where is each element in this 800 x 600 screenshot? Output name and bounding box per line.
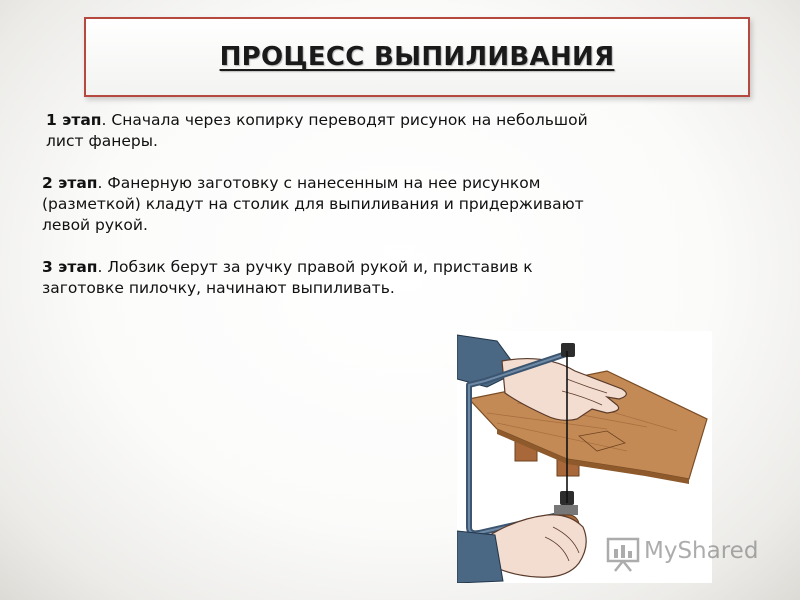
watermark [606, 535, 776, 575]
step-1 [42, 110, 602, 152]
steps-text [42, 110, 602, 299]
step-2 [42, 173, 602, 236]
step-1-label: 1 этап [46, 111, 102, 129]
presentation-board-icon [606, 535, 642, 573]
slide-title: ПРОЦЕСС ВЫПИЛИВАНИЯ [219, 42, 615, 72]
step-3 [42, 257, 602, 299]
title-box [84, 17, 750, 97]
step-2-text: . Фанерную заготовку с нанесенным на нее рисунком (разметкой) кладут на столик для выпиливания и придерживают левой рукой. [42, 174, 584, 234]
step-3-text: . Лобзик берут за ручку правой рукой и, приставив к заготовке пилочку, начинают выпиливать. [42, 258, 533, 297]
step-3-label: 3 этап [42, 258, 98, 276]
step-1-text: . Сначала через копирку переводят рисунок на небольшой лист фанеры. [46, 111, 588, 150]
step-2-label: 2 этап [42, 174, 98, 192]
watermark-text: MyShared [644, 538, 759, 564]
